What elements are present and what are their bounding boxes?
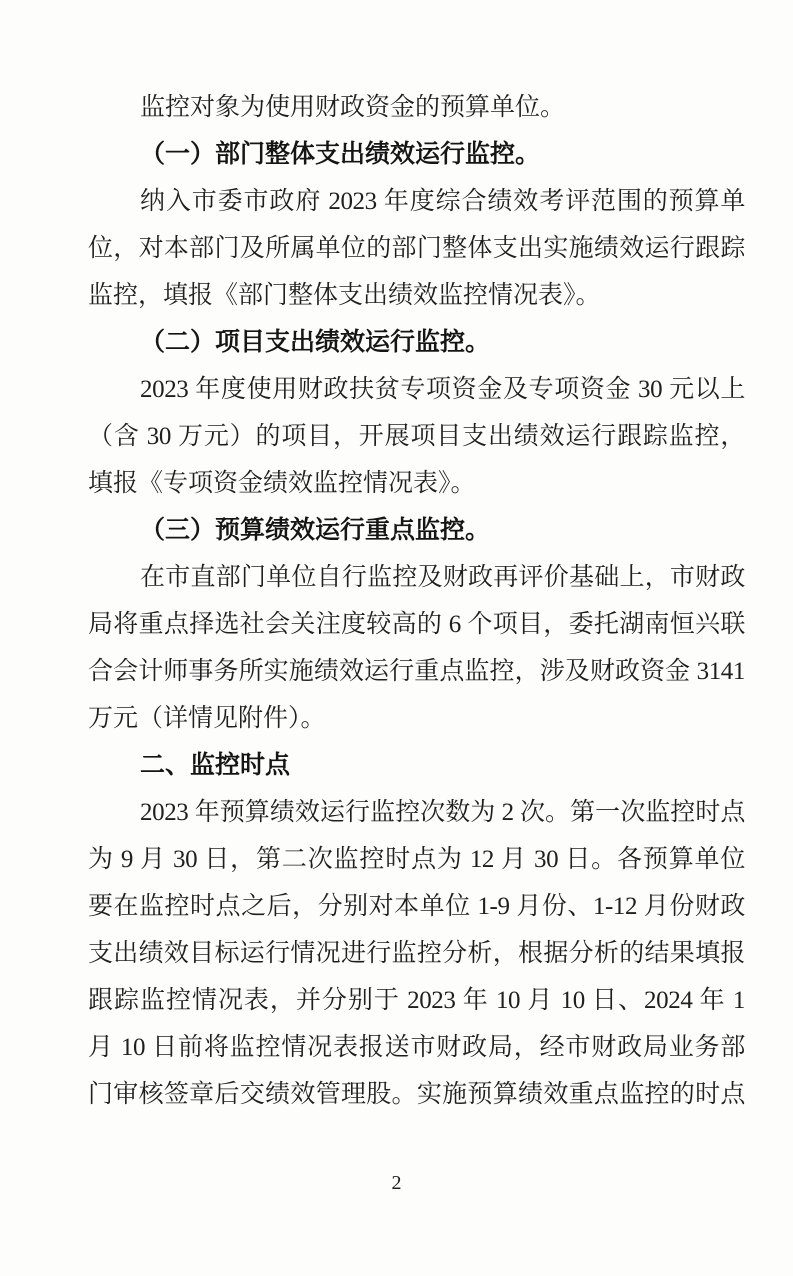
- body-text-line: 在市直部门单位自行监控及财政再评价基础上，市财政: [140, 564, 745, 591]
- body-text-line: 局将重点择选社会关注度较高的 6 个项目，委托湖南恒兴联: [88, 611, 745, 638]
- body-text-line: 门审核签章后交绩效管理股。实施预算绩效重点监控的时点: [88, 1081, 745, 1108]
- section-heading-line: （二）项目支出绩效运行监控。: [140, 329, 491, 356]
- body-text-line: 2023 年度使用财政扶贫专项资金及专项资金 30 元以上: [140, 376, 745, 403]
- body-text-line: 位，对本部门及所属单位的部门整体支出实施绩效运行跟踪: [88, 235, 745, 262]
- body-text-line: 支出绩效目标运行情况进行监控分析，根据分析的结果填报: [88, 940, 745, 967]
- body-text-line: 跟踪监控情况表，并分别于 2023 年 10 月 10 日、2024 年 1: [88, 987, 745, 1014]
- page-footer: [0, 1168, 793, 1198]
- body-text-line: 合会计师事务所实施绩效运行重点监控，涉及财政资金 3141: [88, 658, 745, 685]
- body-text-line: 纳入市委市政府 2023 年度综合绩效考评范围的预算单: [140, 188, 745, 215]
- section-heading-line: 二、监控时点: [140, 752, 291, 779]
- body-text-line: 监控对象为使用财政资金的预算单位。: [140, 94, 566, 121]
- body-text-line: 万元（详情见附件）。: [88, 705, 326, 732]
- section-heading-line: （一）部门整体支出绩效运行监控。: [140, 141, 541, 168]
- body-text-line: 填报《专项资金绩效监控情况表》。: [88, 470, 476, 497]
- section-heading-line: （三）预算绩效运行重点监控。: [140, 517, 491, 544]
- body-text-line: 月 10 日前将监控情况表报送市财政局，经市财政局业务部: [88, 1034, 745, 1061]
- body-text-line: 为 9 月 30 日，第二次监控时点为 12 月 30 日。各预算单位: [88, 846, 745, 873]
- body-text-line: （含 30 万元）的项目，开展项目支出绩效运行跟踪监控，: [88, 423, 745, 450]
- body-text-line: 2023 年预算绩效运行监控次数为 2 次。第一次监控时点: [140, 799, 745, 826]
- document-body: [88, 84, 745, 1118]
- body-text-line: 要在监控时点之后，分别对本单位 1-9 月份、1-12 月份财政: [88, 893, 745, 920]
- body-text-line: 监控，填报《部门整体支出绩效监控情况表》。: [88, 282, 601, 309]
- page-number: 2: [391, 1172, 402, 1194]
